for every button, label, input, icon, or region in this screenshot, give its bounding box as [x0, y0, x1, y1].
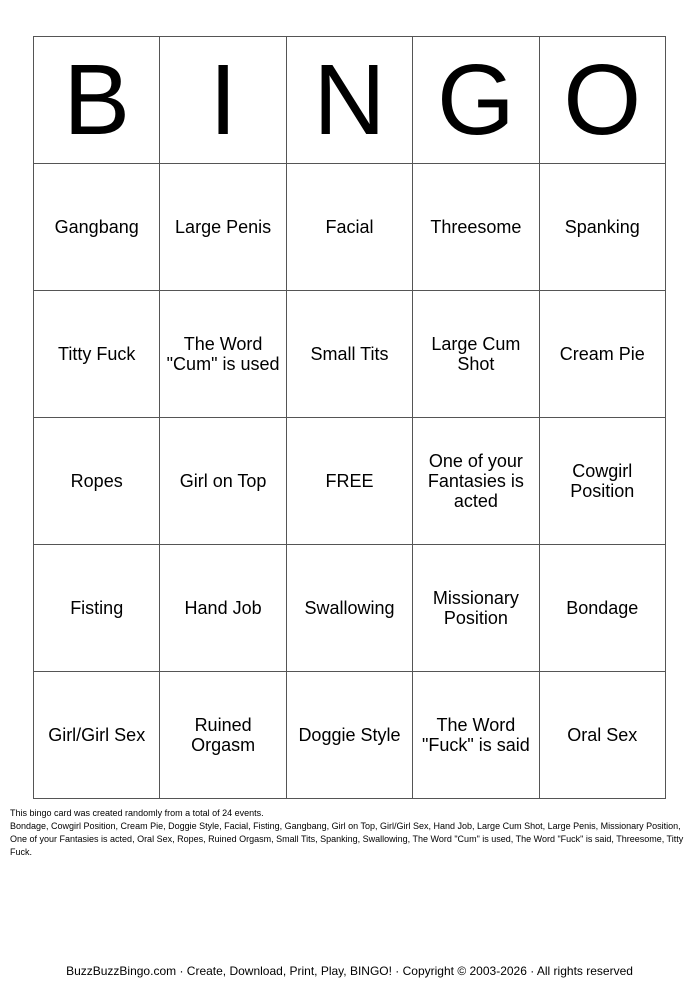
- bingo-cell: Facial: [286, 164, 412, 291]
- bingo-cell: Missionary Position: [413, 545, 539, 672]
- bingo-cell: Bondage: [539, 545, 665, 672]
- bingo-cell: Hand Job: [160, 545, 286, 672]
- bingo-cell: Doggie Style: [286, 672, 412, 799]
- card-info-event-list: Bondage, Cowgirl Position, Cream Pie, Doggie Style, Facial, Fisting, Gangbang, Girl on Top, Girl/Girl Sex, Hand Job, Large Cum Shot, Large Penis, Missionary Position, One of your Fantasies is acted, Oral Sex, Ropes, Ruined Orgasm, Small Tits, Spanking, Swallowing, The Word "Cum" is used, The Word "Fuck" is said, Threesome, Titty Fuck.: [10, 821, 684, 857]
- bingo-cell: Girl on Top: [160, 418, 286, 545]
- bingo-cell: Swallowing: [286, 545, 412, 672]
- bingo-cell: Ruined Orgasm: [160, 672, 286, 799]
- card-info-summary: This bingo card was created randomly from a total of 24 events.: [10, 808, 264, 818]
- copyright-footer: BuzzBuzzBingo.com · Create, Download, Print, Play, BINGO! · Copyright © 2003-2026 · All rights reserved: [66, 964, 633, 978]
- header-letter-n: N: [286, 37, 412, 164]
- bingo-card: [33, 36, 666, 799]
- bingo-cell: Titty Fuck: [34, 291, 160, 418]
- header-letter-g: G: [413, 37, 539, 164]
- grid-row: [34, 545, 666, 672]
- bingo-cell: Large Cum Shot: [413, 291, 539, 418]
- bingo-cell: Threesome: [413, 164, 539, 291]
- card-info: [10, 807, 690, 859]
- bingo-cell: Cream Pie: [539, 291, 665, 418]
- bingo-cell: Large Penis: [160, 164, 286, 291]
- header-letter-i: I: [160, 37, 286, 164]
- free-space-cell: FREE: [286, 418, 412, 545]
- header-letter-o: O: [539, 37, 665, 164]
- grid-row: [34, 418, 666, 545]
- bingo-cell: Girl/Girl Sex: [34, 672, 160, 799]
- bingo-cell: Oral Sex: [539, 672, 665, 799]
- grid-row: [34, 291, 666, 418]
- bingo-cell: Cowgirl Position: [539, 418, 665, 545]
- bingo-cell: Fisting: [34, 545, 160, 672]
- bingo-cell: One of your Fantasies is acted: [413, 418, 539, 545]
- bingo-cell: Gangbang: [34, 164, 160, 291]
- bingo-cell: The Word "Cum" is used: [160, 291, 286, 418]
- header-letter-b: B: [34, 37, 160, 164]
- bingo-cell: Spanking: [539, 164, 665, 291]
- grid-row: [34, 164, 666, 291]
- bingo-cell: Small Tits: [286, 291, 412, 418]
- grid-row: [34, 672, 666, 799]
- header-row: [34, 37, 666, 164]
- bingo-cell: The Word "Fuck" is said: [413, 672, 539, 799]
- bingo-cell: Ropes: [34, 418, 160, 545]
